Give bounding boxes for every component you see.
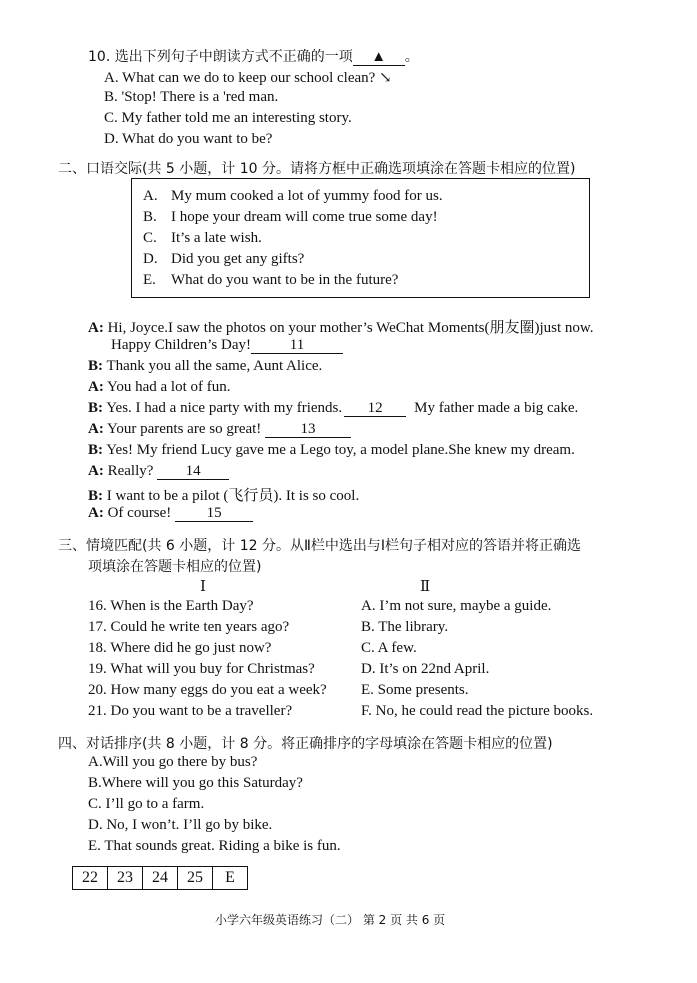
section3-title-l2: 项填涂在答题卡相应的位置) xyxy=(88,559,262,575)
line-text: I want to be a pilot (飞行员). It is so cool. xyxy=(106,488,360,504)
col1-item-18: 18. Where did he go just now? xyxy=(88,640,272,656)
dialogue-line-3 xyxy=(88,379,231,396)
speaker: A: xyxy=(88,505,104,521)
box-letter: C. xyxy=(143,230,157,246)
dialogue-line-4 xyxy=(88,400,578,417)
speaker: A: xyxy=(88,463,104,479)
q10-stem xyxy=(88,46,419,66)
box-letter: A. xyxy=(143,188,158,204)
col2-item-f: F. No, he could read the picture books. xyxy=(361,703,594,719)
box-item-a xyxy=(143,188,443,205)
col1-item-16: 16. When is the Earth Day? xyxy=(88,598,254,614)
line-text: My father made a big cake. xyxy=(414,400,579,416)
line-text: Thank you all the same, Aunt Alice. xyxy=(106,358,323,374)
col1-item-20: 20. How many eggs do you eat a week? xyxy=(88,682,327,698)
speaker: B: xyxy=(88,488,103,504)
dialogue-line-1b xyxy=(111,337,343,354)
speaker: A: xyxy=(88,379,104,395)
box-item-b xyxy=(143,209,438,226)
col1-item-21: 21. Do you want to be a traveller? xyxy=(88,703,293,719)
box-item-c xyxy=(143,230,262,247)
dialogue-line-8 xyxy=(88,484,359,505)
answer-cell-e: E xyxy=(213,867,248,890)
order-line-e: E. That sounds great. Riding a bike is fun. xyxy=(88,838,341,854)
blank-14: 14 xyxy=(157,463,229,480)
box-letter: B. xyxy=(143,209,157,225)
dialogue-line-6 xyxy=(88,442,575,459)
q10-option-d: D. What do you want to be? xyxy=(104,131,273,147)
dialogue-line-2 xyxy=(88,358,322,375)
line-text: You had a lot of fun. xyxy=(107,379,231,395)
line-text: Yes! My friend Lucy gave me a Lego toy, a model plane.She knew my dream. xyxy=(106,442,575,458)
q10-option-b: B. 'Stop! There is a 'red man. xyxy=(104,89,279,105)
section3-title-l1: 三、情境匹配(共 6 小题，计 12 分。从Ⅱ栏中选出与Ⅰ栏句子相对应的答语并将正确选 xyxy=(58,538,582,554)
order-line-d: D. No, I won’t. I’ll go by bike. xyxy=(88,817,273,833)
blank-13: 13 xyxy=(265,421,351,438)
answer-order-table xyxy=(72,866,248,890)
dialogue-line-9 xyxy=(88,505,253,522)
box-item-e xyxy=(143,272,399,289)
box-text: What do you want to be in the future? xyxy=(171,272,399,288)
speaker: B: xyxy=(88,358,103,374)
speaker: A: xyxy=(88,320,104,336)
dialogue-line-5 xyxy=(88,421,351,438)
speaker: A: xyxy=(88,421,104,437)
line-text: Really? xyxy=(107,463,154,479)
speaker: B: xyxy=(88,400,103,416)
blank-15: 15 xyxy=(175,505,253,522)
q10-stem-text: 10. 选出下列句子中朗读方式不正确的一项 xyxy=(88,49,353,65)
q10-option-c: C. My father told me an interesting story. xyxy=(104,110,352,126)
line-text: Happy Children’s Day! xyxy=(111,337,251,353)
dialogue-line-7 xyxy=(88,463,229,480)
blank-12: 12 xyxy=(344,400,406,417)
col1-item-17: 17. Could he write ten years ago? xyxy=(88,619,290,635)
column-2-head: Ⅱ xyxy=(420,579,431,595)
answer-cell-25: 25 xyxy=(178,867,213,890)
box-text: It’s a late wish. xyxy=(171,230,262,246)
column-1-head: Ⅰ xyxy=(200,579,206,595)
box-text: I hope your dream will come true some day! xyxy=(171,209,438,225)
col2-item-a: A. I’m not sure, maybe a guide. xyxy=(361,598,552,614)
line-text: Your parents are so great! xyxy=(107,421,262,437)
order-line-b: B.Where will you go this Saturday? xyxy=(88,775,303,791)
col2-item-e: E. Some presents. xyxy=(361,682,469,698)
q10-marker: ▲ xyxy=(353,49,405,66)
col2-item-d: D. It’s on 22nd April. xyxy=(361,661,490,677)
page-footer: 小学六年级英语练习（二） 第 2 页 共 6 页 xyxy=(215,913,446,927)
speaker: B: xyxy=(88,442,103,458)
line-text: Yes. I had a nice party with my friends. xyxy=(106,400,343,416)
box-text: My mum cooked a lot of yummy food for us. xyxy=(171,188,443,204)
answer-cell-22: 22 xyxy=(73,867,108,890)
dialogue-line-1 xyxy=(88,316,594,337)
col2-item-b: B. The library. xyxy=(361,619,449,635)
line-text: Of course! xyxy=(107,505,172,521)
box-letter: D. xyxy=(143,251,158,267)
answer-cell-23: 23 xyxy=(108,867,143,890)
box-letter: E. xyxy=(143,272,156,288)
answer-cell-24: 24 xyxy=(143,867,178,890)
col1-item-19: 19. What will you buy for Christmas? xyxy=(88,661,315,677)
line-text: Hi, Joyce.I saw the photos on your mother’s WeChat Moments(朋友圈)just now. xyxy=(107,320,594,336)
box-text: Did you get any gifts? xyxy=(171,251,305,267)
q10-option-a: A. What can we do to keep our school clean? ↘ xyxy=(104,70,392,86)
section2-title: 二、口语交际(共 5 小题，计 10 分。请将方框中正确选项填涂在答题卡相应的位置) xyxy=(58,161,576,177)
order-line-c: C. I’ll go to a farm. xyxy=(88,796,205,812)
order-line-a: A.Will you go there by bus? xyxy=(88,754,258,770)
box-item-d xyxy=(143,251,305,268)
col2-item-c: C. A few. xyxy=(361,640,417,656)
blank-11: 11 xyxy=(251,337,343,354)
section4-title: 四、对话排序(共 8 小题，计 8 分。将正确排序的字母填涂在答题卡相应的位置) xyxy=(58,736,553,752)
q10-end: 。 xyxy=(404,49,419,65)
